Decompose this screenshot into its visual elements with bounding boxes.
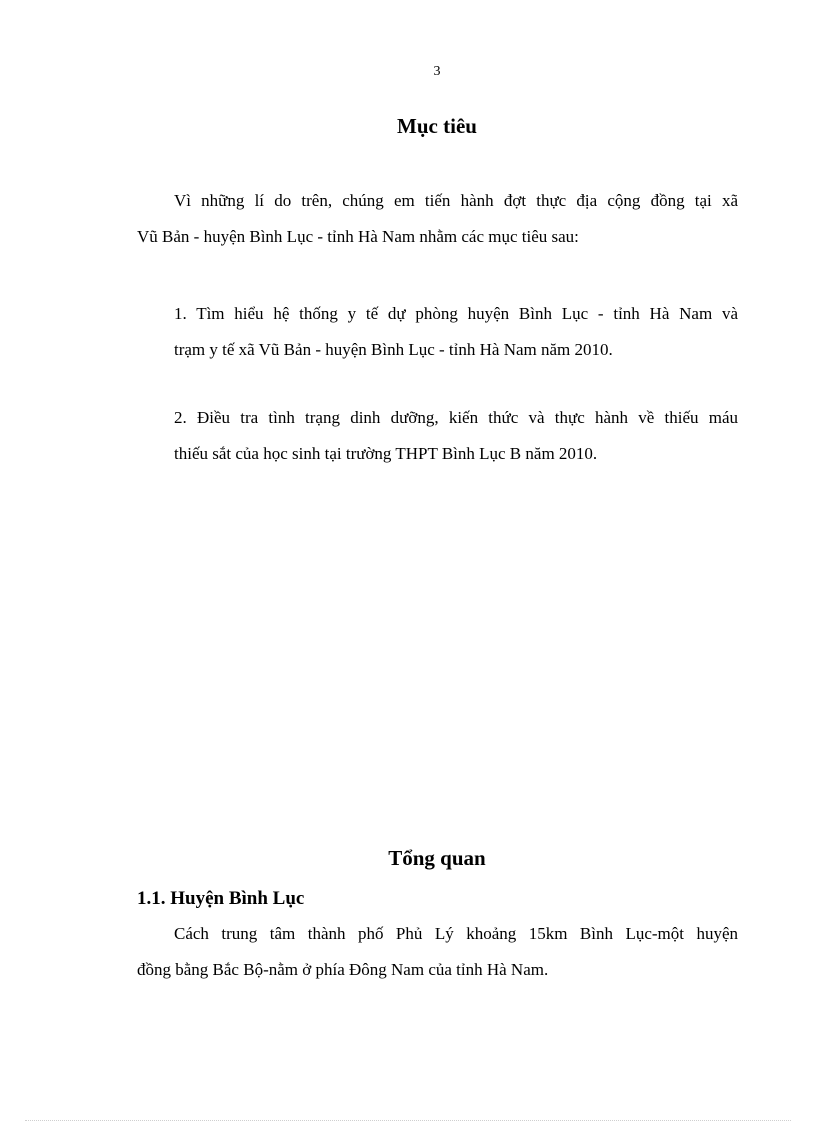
overview-paragraph	[137, 916, 738, 988]
objective-item-1	[174, 296, 738, 368]
paragraph-line: đồng bằng Bắc Bộ-nằm ở phía Đông Nam của tỉnh Hà Nam.	[137, 960, 549, 979]
paragraph-line: thiếu sắt của học sinh tại trường THPT Bình Lục B năm 2010.	[174, 444, 598, 463]
overview-title: Tổng quan	[388, 846, 486, 870]
objective-item-2	[174, 400, 738, 472]
paragraph-line: 2. Điều tra tình trạng dinh dưỡng, kiến thức và thực hành về thiếu máu	[174, 408, 738, 427]
paragraph-line: trạm y tế xã Vũ Bản - huyện Bình Lục - tỉnh Hà Nam năm 2010.	[174, 340, 613, 359]
paragraph-line: Cách trung tâm thành phố Phủ Lý khoảng 15km Bình Lục-một huyện	[174, 924, 738, 943]
section-heading: 1.1. Huyện Bình Lục	[137, 888, 305, 909]
page-number: 3	[433, 64, 441, 79]
paragraph-line: 1. Tìm hiểu hệ thống y tế dự phòng huyện Bình Lục - tỉnh Hà Nam và	[174, 304, 738, 323]
paragraph-line: Vì những lí do trên, chúng em tiến hành đợt thực địa cộng đồng tại xã	[174, 191, 738, 210]
page-bottom-rule	[25, 1120, 791, 1121]
objectives-intro-paragraph	[137, 183, 738, 255]
paragraph-line: Vũ Bản - huyện Bình Lục - tỉnh Hà Nam nhằm các mục tiêu sau:	[137, 227, 579, 246]
objectives-title: Mục tiêu	[397, 114, 477, 138]
